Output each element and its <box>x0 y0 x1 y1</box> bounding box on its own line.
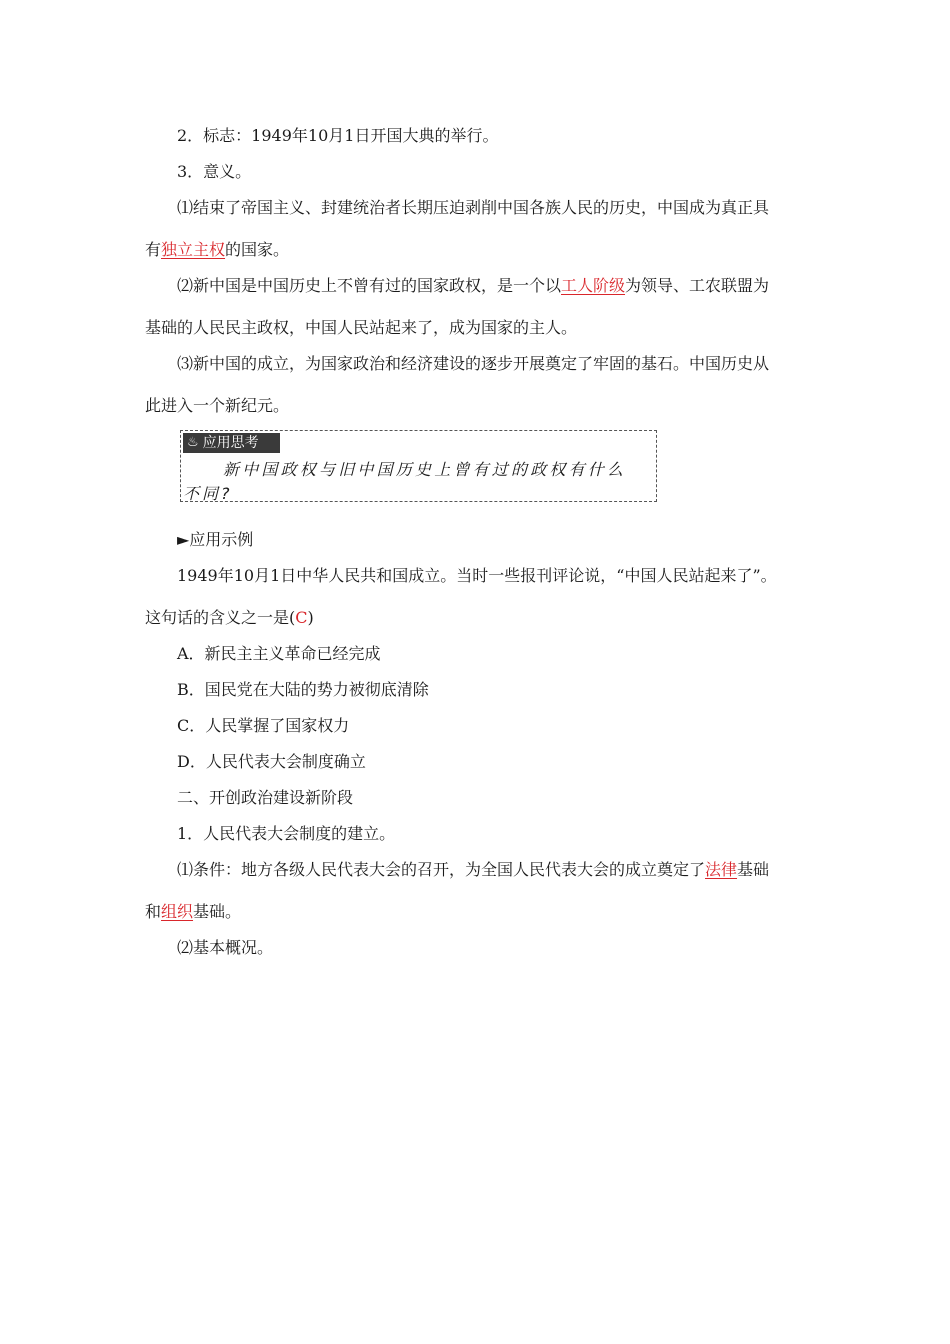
text: 的国家。 <box>225 240 290 259</box>
text: 为领导、工农联盟为 <box>625 276 770 295</box>
answer-blank: 独立主权 <box>161 240 226 259</box>
question-line2 <box>145 608 314 628</box>
basic-overview: ⑵基本概况。 <box>177 938 274 957</box>
answer-blank: 工人阶级 <box>561 276 626 295</box>
text: 这句话的含义之一是( <box>145 608 296 627</box>
option-a: A．新民主主义革命已经完成 <box>177 644 381 663</box>
significance-1-line2 <box>145 240 289 260</box>
significance-1-line1: ⑴结束了帝国主义、封建统治者长期压迫剥削中国各族人民的历史，中国成为真正具 <box>177 198 770 217</box>
think-question-line1: 新中国政权与旧中国历史上曾有过的政权有什么 <box>223 460 627 479</box>
answer-blank: 法律 <box>705 860 738 879</box>
significance-3-line2: 此进入一个新纪元。 <box>145 396 290 415</box>
paragraph-significance-heading: 3．意义。 <box>177 162 252 181</box>
significance-2-line1 <box>177 276 769 296</box>
think-heading-label: 应用思考 <box>202 435 259 451</box>
think-heading <box>183 433 280 453</box>
answer-choice: C <box>295 608 308 627</box>
text: 有 <box>145 240 162 259</box>
answer-blank: 组织 <box>161 902 194 921</box>
paragraph-sign: 2．标志：1949年10月1日开国大典的举行。 <box>177 126 499 145</box>
hot-springs-icon: ♨ <box>187 435 199 450</box>
text: ) <box>307 608 314 627</box>
think-question-line2: 不同? <box>183 484 233 503</box>
option-c: C．人民掌握了国家权力 <box>177 716 350 735</box>
example-heading: ►应用示例 <box>177 530 254 549</box>
section-2-heading: 二、开创政治建设新阶段 <box>177 788 354 807</box>
significance-2-line2: 基础的人民民主政权，中国人民站起来了，成为国家的主人。 <box>145 318 578 337</box>
conditions-line2 <box>145 902 241 922</box>
significance-3-line1: ⑶新中国的成立，为国家政治和经济建设的逐步开展奠定了牢固的基石。中国历史从 <box>177 354 770 373</box>
application-thinking-box <box>180 430 657 502</box>
text: ⑴条件：地方各级人民代表大会的召开，为全国人民代表大会的成立奠定了 <box>177 860 706 879</box>
text: 基础。 <box>193 902 242 921</box>
section-2-point-1: 1．人民代表大会制度的建立。 <box>177 824 396 843</box>
option-d: D．人民代表大会制度确立 <box>177 752 366 771</box>
text: ⑵新中国是中国历史上不曾有过的国家政权，是一个以 <box>177 276 562 295</box>
question-line1: 1949年10月1日中华人民共和国成立。当时一些报刊评论说，“中国人民站起来了”。 <box>177 566 777 585</box>
option-b: B．国民党在大陆的势力被彻底清除 <box>177 680 429 699</box>
text: 基础 <box>737 860 770 879</box>
text: 和 <box>145 902 162 921</box>
conditions-line1 <box>177 860 769 880</box>
